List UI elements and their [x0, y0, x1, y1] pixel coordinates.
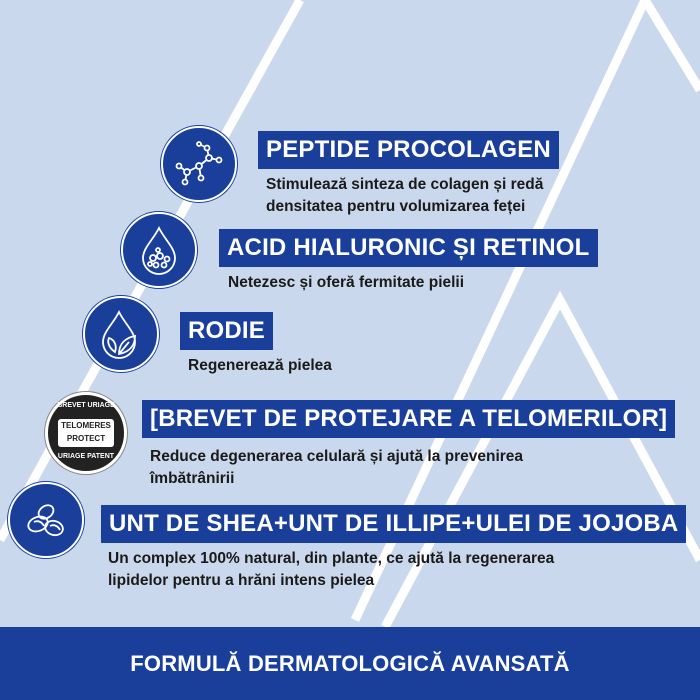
footer-banner: FORMULĂ DERMATOLOGICĂ AVANSATĂ	[0, 627, 700, 700]
badge-top-text: BREVET URIAGE	[57, 402, 115, 409]
item-title-acid: ACID HIALURONIC ȘI RETINOL	[219, 229, 598, 267]
badge-bottom-text: URIAGE PATENT	[57, 453, 115, 460]
item-desc-brevet	[150, 446, 523, 490]
seeds-icon	[8, 482, 84, 558]
item-desc-peptide	[266, 174, 543, 218]
item-desc-acid	[228, 272, 464, 294]
desc-line: densitatea pentru volumizarea feței	[266, 198, 526, 215]
badge-center-line1: TELOMERES	[61, 421, 111, 430]
desc-line: Regenerează pielea	[188, 357, 332, 374]
desc-line: Netezesc și oferă fermitate pielii	[228, 274, 465, 291]
badge-center	[58, 419, 114, 447]
drop-bubbles-icon	[121, 212, 197, 288]
drop-leaf-icon	[83, 296, 159, 372]
desc-line: lipidelor pentru a hrăni intens pielea	[108, 572, 375, 589]
item-title-unt: UNT DE SHEA+UNT DE ILLIPE+ULEI DE JOJOBA	[101, 505, 686, 543]
telomeres-badge-icon	[45, 392, 127, 474]
desc-line: Stimulează sinteza de colagen și redă	[266, 176, 544, 193]
item-desc-rodie	[188, 355, 332, 377]
item-title-rodie: RODIE	[180, 312, 273, 350]
desc-line: Un complex 100% natural, din plante, ce ajută la regenerarea	[108, 550, 555, 567]
badge-center-line2: PROTECT	[66, 434, 106, 443]
desc-line: Reduce degenerarea celulară și ajută la prevenirea	[150, 448, 524, 465]
item-title-peptide: PEPTIDE PROCOLAGEN	[258, 131, 559, 169]
molecule-icon	[161, 126, 237, 202]
item-title-brevet: [BREVET DE PROTEJARE A TELOMERILOR]	[142, 400, 675, 438]
item-desc-unt	[108, 548, 554, 592]
desc-line: îmbătrânirii	[150, 470, 235, 487]
